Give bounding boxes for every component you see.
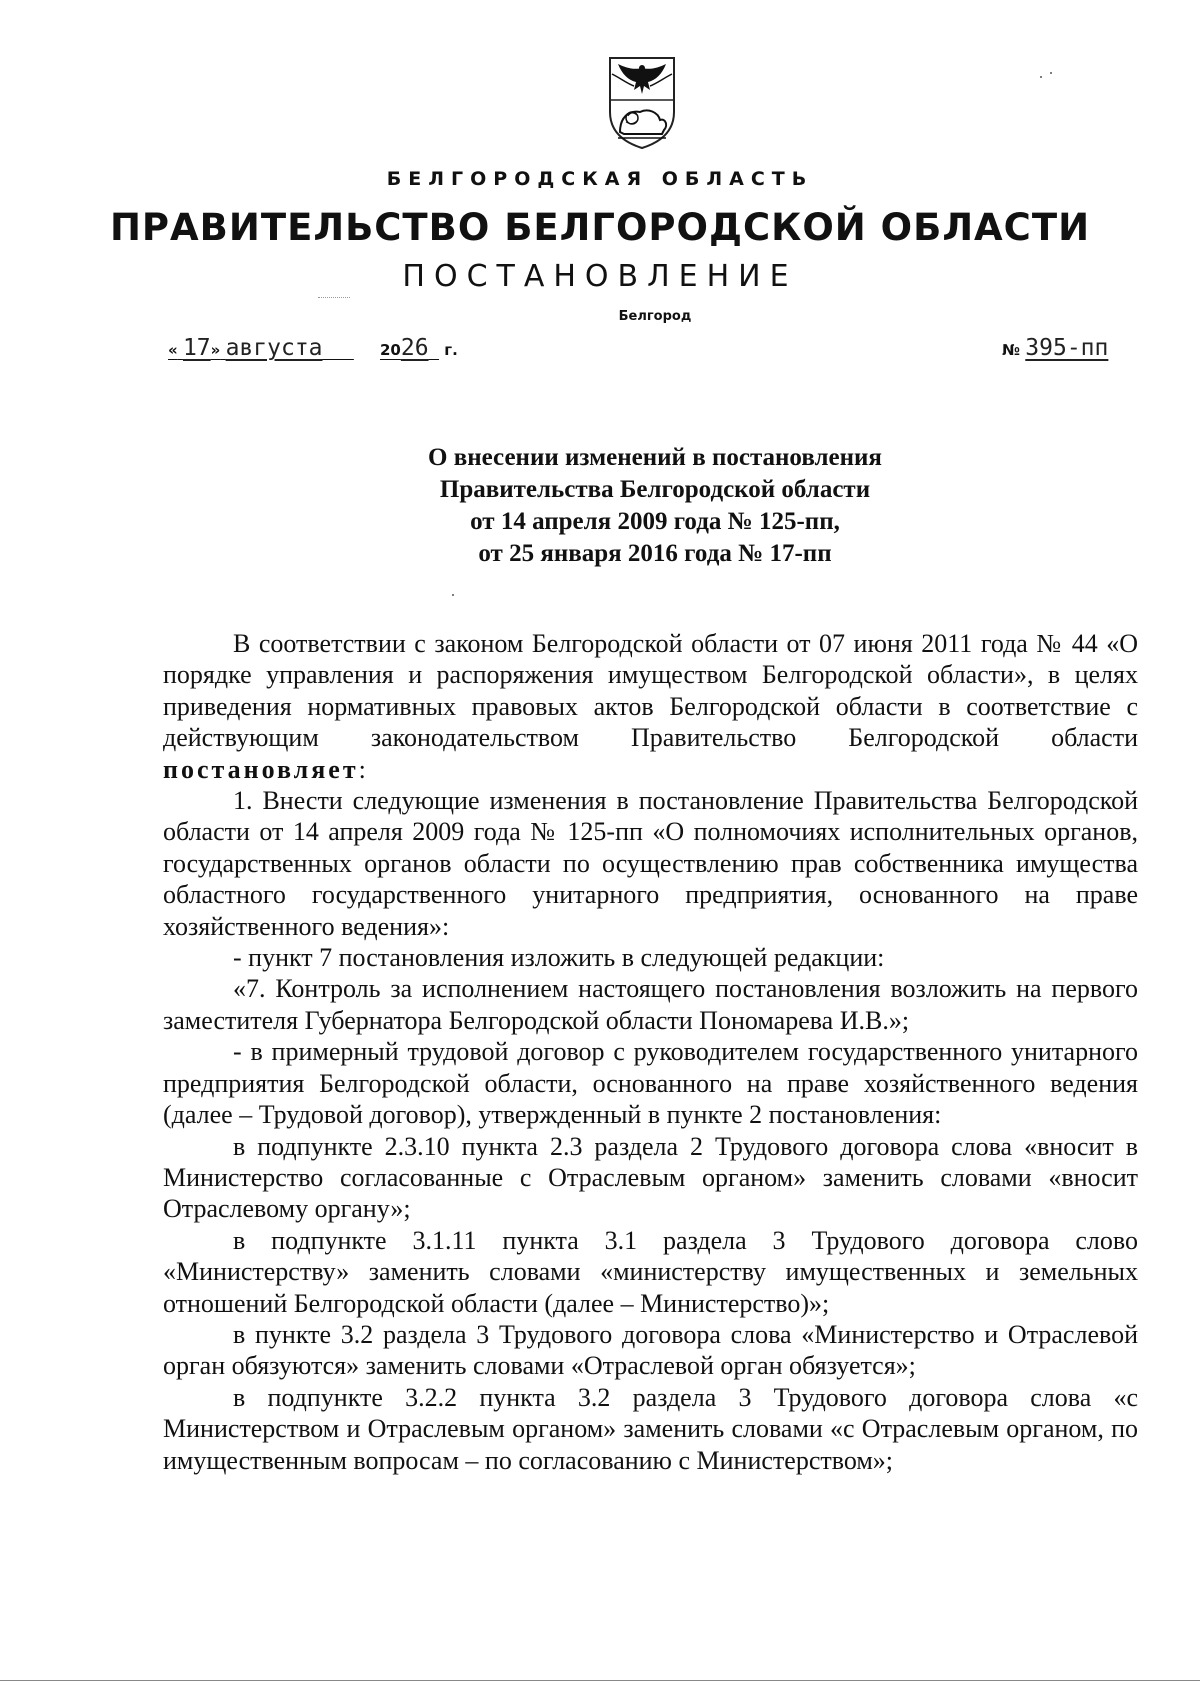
title-line: от 14 апреля 2009 года № 125-пп, — [470, 508, 840, 535]
date-year-suffix: 26 — [400, 335, 429, 361]
preamble-text: В соответствии с законом Белгородской области от 07 июня 2011 года № 44 «О порядке управления и распоряжения имуществом Белгородской области», в целях приведения нормативных правовых актов Белгородской области в соответствие с действующим законодательством Правительство Белгородской области — [163, 629, 1138, 753]
resolves-word: постановляет — [163, 754, 359, 784]
scan-dot — [452, 594, 454, 596]
number-label: № — [1002, 341, 1021, 359]
date-year-mark: г. — [444, 341, 458, 359]
government-name: ПРАВИТЕЛЬСТВО БЕЛГОРОДСКОЙ ОБЛАСТИ — [109, 206, 1091, 249]
title-line: от 25 января 2016 года № 17-пп — [478, 540, 832, 567]
resolves-colon: : — [358, 754, 366, 784]
preamble-paragraph — [163, 628, 1138, 785]
scan-dot — [1050, 72, 1052, 74]
number-value: 395-пп — [1025, 335, 1109, 361]
scan-mark — [318, 297, 350, 299]
date-month: августа — [225, 335, 323, 361]
body-paragraph: «7. Контроль за исполнением настоящего постановления возложить на первого заместителя Губернатора Белгородской области Пономарева И.В.»; — [163, 974, 1138, 1035]
document-type: ПОСТАНОВЛЕНИЕ — [402, 259, 798, 294]
body-paragraph: в подпункте 2.3.10 пункта 2.3 раздела 2 Трудового договора слова «вносит в Министерство согласованные с Отраслевым органом» заменить словами «вносит Отраслевому органу»; — [163, 1131, 1138, 1224]
date-day: 17 — [182, 335, 211, 361]
date-quote-close: » — [210, 341, 221, 359]
body-paragraph: 1. Внести следующие изменения в постановление Правительства Белгородской области от 14 апреля 2009 года № 125-пп «О полномочиях исполнительных органов, государственных органов области по осуществлению прав собственника имущества областного государственного унитарного предприятия, основанного на праве хозяйственного ведения»: — [163, 786, 1138, 941]
scan-edge-line — [0, 1680, 1200, 1681]
document-date — [168, 335, 458, 361]
region-name: БЕЛГОРОДСКАЯ ОБЛАСТЬ — [386, 168, 814, 190]
title-line: Правительства Белгородской области — [439, 476, 871, 503]
title-line: О внесении изменений в постановления — [428, 444, 882, 471]
city-name: Белгород — [618, 309, 692, 324]
scan-dot — [1040, 76, 1042, 78]
body-paragraph: в подпункте 3.2.2 пункта 3.2 раздела 3 Трудового договора слова «с Министерством и Отраслевым органом» заменить словами «с Отраслевым органом, по имущественным вопросам – по согласованию с Министерством»; — [163, 1382, 1138, 1475]
document-title — [0, 442, 1200, 570]
document-number — [1002, 335, 1108, 361]
body-paragraph: - в примерный трудовой договор с руководителем государственного унитарного предприятия Белгородской области, основанного на праве хозяйственного ведения (далее – Трудовой договор), утвержденный в пункте 2 постановления: — [163, 1037, 1138, 1130]
belgorod-coat-of-arms-icon — [604, 54, 680, 150]
body-paragraph: - пункт 7 постановления изложить в следующей редакции: — [233, 943, 885, 973]
body-paragraph: в подпункте 3.1.11 пункта 3.1 раздела 3 Трудового договора слово «Министерству» заменить словами «министерству имущественных и земельных отношений Белгородской области (далее – Министерство)»; — [163, 1225, 1138, 1318]
date-quote-open: « — [168, 341, 178, 359]
date-year-prefix: 20 — [379, 341, 401, 359]
body-paragraph: в пункте 3.2 раздела 3 Трудового договора слова «Министерство и Отраслевой орган обязуются» заменить словами «Отраслевой орган обязуется»; — [163, 1319, 1138, 1381]
document-body — [163, 628, 1138, 1476]
